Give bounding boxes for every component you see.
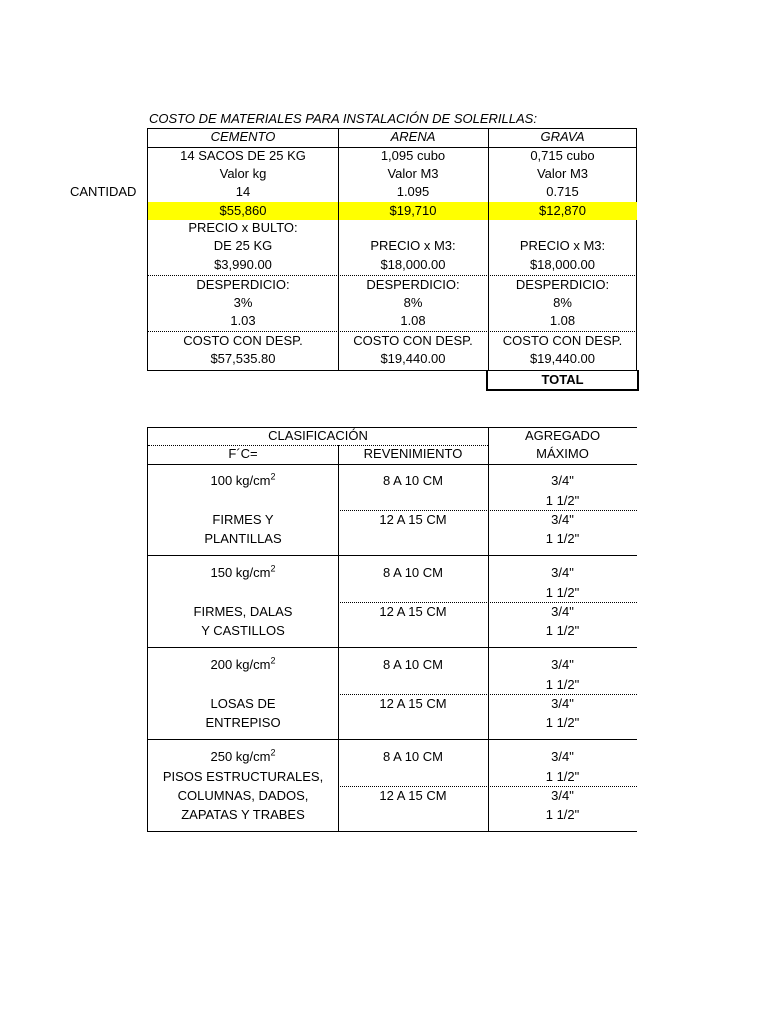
materials-cost-table bbox=[147, 128, 637, 371]
header-maximo: MÁXIMO bbox=[536, 446, 589, 461]
cell-waste-label: DESPERDICIO: bbox=[196, 277, 290, 292]
cell-waste-label: DESPERDICIO: bbox=[366, 277, 460, 292]
aggregate-size: 3/4" bbox=[551, 657, 574, 672]
strength-value: 250 $kg/cm^2$ bbox=[210, 747, 276, 764]
cell-waste-factor: 1.03 bbox=[230, 313, 256, 328]
cell-unit-label: Valor kg bbox=[219, 166, 267, 181]
cell-waste-factor: 1.08 bbox=[549, 313, 576, 328]
aggregate-size: 3/4" bbox=[551, 512, 574, 527]
cell-unit-value: 14 bbox=[235, 184, 251, 199]
total-cell: TOTAL bbox=[486, 370, 639, 391]
group-divider bbox=[148, 739, 637, 740]
column-divider bbox=[338, 445, 339, 831]
strength-value: 200 $kg/cm^2$ bbox=[210, 655, 276, 672]
strength-value: 150 $kg/cm^2$ bbox=[210, 563, 276, 580]
cell-quantity-desc: 0,715 cubo bbox=[530, 148, 595, 163]
revenimiento-a: 8 A 10 CM bbox=[383, 565, 443, 580]
use-line: PLANTILLAS bbox=[204, 531, 282, 546]
cell-quantity-desc: 14 SACOS DE 25 KG bbox=[180, 148, 306, 163]
aggregate-size: 1 1/2" bbox=[545, 807, 580, 822]
aggregate-size: 1 1/2" bbox=[545, 585, 580, 600]
use-line: COLUMNAS, DADOS, bbox=[177, 788, 309, 803]
revenimiento-b: 12 A 15 CM bbox=[379, 604, 447, 619]
header-clasificacion: CLASIFICACIÓN bbox=[268, 428, 368, 443]
header-fc: F´C= bbox=[228, 446, 258, 461]
cell-unit-label: Valor M3 bbox=[536, 166, 589, 181]
cell-quantity-desc: 1,095 cubo bbox=[380, 148, 446, 163]
cell-price-label: DE 25 KG bbox=[213, 238, 273, 253]
aggregate-size: 1 1/2" bbox=[545, 623, 580, 638]
aggregate-size: 1 1/2" bbox=[545, 493, 580, 508]
revenimiento-b: 12 A 15 CM bbox=[379, 788, 447, 803]
aggregate-size: 1 1/2" bbox=[545, 531, 580, 546]
aggregate-size: 3/4" bbox=[551, 565, 574, 580]
header-revenimiento: REVENIMIENTO bbox=[363, 446, 463, 461]
aggregate-size: 3/4" bbox=[551, 749, 574, 764]
aggregate-size: 1 1/2" bbox=[545, 677, 580, 692]
quantity-row-label: CANTIDAD bbox=[70, 184, 137, 199]
revenimiento-a: 8 A 10 CM bbox=[383, 749, 443, 764]
cell-waste-factor: 1.08 bbox=[400, 313, 426, 328]
cell-subtotal: $12,870 bbox=[539, 203, 586, 218]
use-line: ENTREPISO bbox=[205, 715, 281, 730]
cell-waste-pct: 3% bbox=[233, 295, 253, 310]
cell-waste-pct: 8% bbox=[403, 295, 423, 310]
use-line: ZAPATAS Y TRABES bbox=[181, 807, 305, 822]
aggregate-size: 3/4" bbox=[551, 788, 574, 803]
header-cemento: CEMENTO bbox=[210, 129, 276, 144]
revenimiento-b: 12 A 15 CM bbox=[379, 512, 447, 527]
cell-cost-value: $57,535.80 bbox=[210, 351, 276, 366]
use-line: FIRMES Y bbox=[212, 512, 274, 527]
header-arena: ARENA bbox=[390, 129, 436, 144]
cell-waste-label: DESPERDICIO: bbox=[515, 277, 610, 292]
cell-subtotal: $19,710 bbox=[389, 203, 437, 218]
document-title: COSTO DE MATERIALES PARA INSTALACIÓN DE SOLERILLAS: bbox=[149, 111, 537, 126]
classification-table bbox=[147, 427, 637, 832]
cell-cost-label: COSTO CON DESP. bbox=[353, 333, 473, 348]
cell-unit-label: Valor M3 bbox=[387, 166, 439, 181]
cell-price-label: PRECIO x M3: bbox=[370, 238, 456, 253]
header-grava: GRAVA bbox=[540, 129, 585, 144]
cell-price-label: PRECIO x M3: bbox=[519, 238, 606, 253]
use-line: PISOS ESTRUCTURALES, bbox=[162, 769, 324, 784]
use-line: Y CASTILLOS bbox=[201, 623, 285, 638]
revenimiento-a: 8 A 10 CM bbox=[383, 473, 443, 488]
aggregate-size: 3/4" bbox=[551, 604, 574, 619]
header-bottom-border bbox=[148, 464, 637, 465]
cell-waste-pct: 8% bbox=[553, 295, 572, 310]
cell-price-value: $18,000.00 bbox=[529, 257, 596, 272]
revenimiento-a: 8 A 10 CM bbox=[383, 657, 443, 672]
cell-unit-value: 1.095 bbox=[396, 184, 430, 199]
aggregate-size: 3/4" bbox=[551, 473, 574, 488]
strength-value: 100 $kg/cm^2$ bbox=[210, 471, 276, 488]
cell-cost-value: $19,440.00 bbox=[529, 351, 596, 366]
cell-cost-label: COSTO CON DESP. bbox=[183, 333, 303, 348]
revenimiento-b: 12 A 15 CM bbox=[379, 696, 447, 711]
cell-cost-value: $19,440.00 bbox=[380, 351, 446, 366]
cell-price-label: PRECIO x BULTO: bbox=[188, 220, 298, 235]
aggregate-size: 1 1/2" bbox=[545, 769, 580, 784]
header-agregado: AGREGADO bbox=[524, 428, 601, 443]
use-line: FIRMES, DALAS bbox=[193, 604, 293, 619]
aggregate-size: 3/4" bbox=[551, 696, 574, 711]
group-divider bbox=[148, 555, 637, 556]
aggregate-size: 1 1/2" bbox=[545, 715, 580, 730]
cell-price-value: $18,000.00 bbox=[380, 257, 446, 272]
group-divider bbox=[148, 647, 637, 648]
use-line: LOSAS DE bbox=[210, 696, 276, 711]
cell-price-value: $3,990.00 bbox=[214, 257, 272, 272]
cell-subtotal: $55,860 bbox=[219, 203, 267, 218]
cell-unit-value: 0.715 bbox=[546, 184, 579, 199]
cell-cost-label: COSTO CON DESP. bbox=[502, 333, 623, 348]
